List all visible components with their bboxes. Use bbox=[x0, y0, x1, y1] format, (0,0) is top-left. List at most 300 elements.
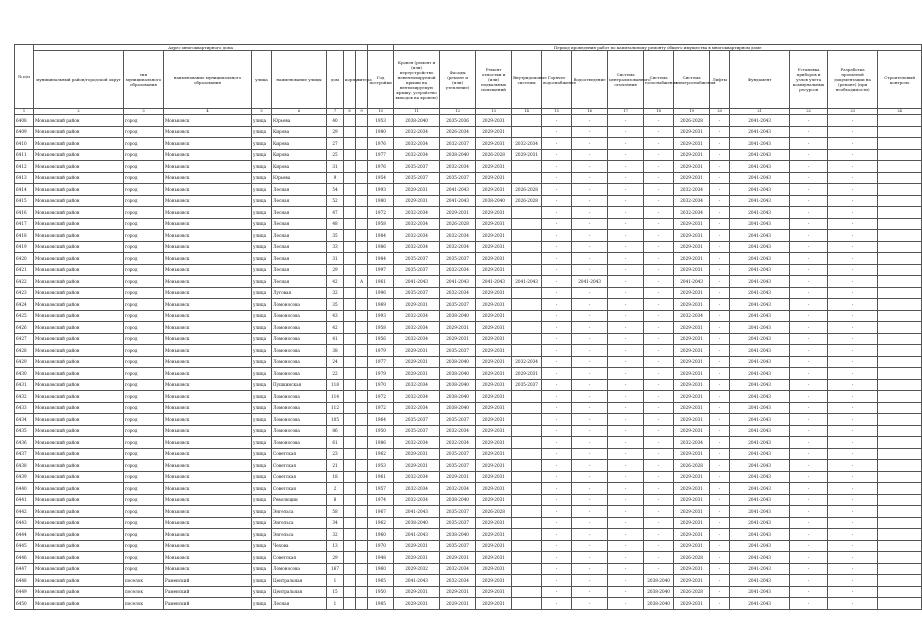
table-cell: - bbox=[644, 414, 674, 426]
table-cell bbox=[878, 402, 922, 414]
table-cell: - bbox=[644, 460, 674, 472]
col-header: дом bbox=[327, 51, 344, 109]
table-cell: - bbox=[828, 402, 878, 414]
table-cell: - bbox=[572, 517, 608, 529]
table-cell: - bbox=[542, 184, 572, 196]
table-cell: - bbox=[710, 241, 730, 253]
table-cell: - bbox=[608, 345, 644, 357]
table-cell: 1985 bbox=[368, 598, 394, 610]
table-cell: Советская bbox=[272, 552, 327, 564]
table-cell: - bbox=[542, 494, 572, 506]
table-cell: 2029-2031 bbox=[476, 552, 512, 564]
table-cell: 2029-2031 bbox=[440, 552, 476, 564]
table-cell bbox=[344, 425, 356, 437]
table-cell: 2029-2031 bbox=[476, 322, 512, 334]
table-cell bbox=[878, 437, 922, 449]
table-cell bbox=[878, 379, 922, 391]
table-cell: Моньковск bbox=[164, 195, 252, 207]
table-cell: - bbox=[608, 402, 644, 414]
table-cell: 2041-2043 bbox=[730, 368, 790, 380]
table-cell: - bbox=[572, 414, 608, 426]
col-number: 16 bbox=[572, 109, 608, 115]
table-cell: 6438 bbox=[15, 460, 34, 472]
table-cell: Ломоносова bbox=[272, 402, 327, 414]
table-cell: - bbox=[828, 529, 878, 541]
table-cell: - bbox=[790, 460, 828, 472]
table-cell: 2038-2040 bbox=[644, 575, 674, 587]
table-cell: - bbox=[710, 126, 730, 138]
table-cell: - bbox=[828, 299, 878, 311]
table-cell: - bbox=[710, 379, 730, 391]
table-cell bbox=[878, 172, 922, 184]
table-cell: Советская bbox=[272, 483, 327, 495]
table-cell: 1984 bbox=[368, 230, 394, 242]
table-cell: - bbox=[572, 345, 608, 357]
table-cell: 2029-2031 bbox=[476, 414, 512, 426]
col-header: № п/п bbox=[15, 45, 34, 109]
table-cell: улица bbox=[252, 195, 272, 207]
table-cell bbox=[344, 172, 356, 184]
table-cell: 2035-2037 bbox=[440, 414, 476, 426]
table-cell: 2041-2043 bbox=[730, 115, 790, 127]
table-cell: - bbox=[828, 379, 878, 391]
table-cell: 1980 bbox=[368, 126, 394, 138]
table-cell: Моньковский район bbox=[34, 391, 124, 403]
table-cell: Моньковск bbox=[164, 460, 252, 472]
table-cell: 31 bbox=[327, 253, 344, 265]
table-cell: 2029-2031 bbox=[674, 368, 710, 380]
table-cell: 2029-2031 bbox=[476, 448, 512, 460]
table-cell bbox=[356, 494, 368, 506]
table-row bbox=[15, 586, 922, 598]
table-cell: - bbox=[790, 483, 828, 495]
col-number: 3 bbox=[124, 109, 164, 115]
table-cell: - bbox=[644, 218, 674, 230]
table-cell: Чехова bbox=[272, 540, 327, 552]
table-cell: - bbox=[828, 448, 878, 460]
table-cell: 2029-2031 bbox=[674, 575, 710, 587]
table-cell: 29 bbox=[327, 552, 344, 564]
table-cell: 6418 bbox=[15, 230, 34, 242]
table-row bbox=[15, 425, 922, 437]
table-cell: 2032-2034 bbox=[674, 207, 710, 219]
table-cell: Моньковск bbox=[164, 276, 252, 288]
table-cell: 2029-2031 bbox=[674, 322, 710, 334]
table-cell: 2035-2037 bbox=[394, 287, 440, 299]
table-cell: Ломоносова bbox=[272, 322, 327, 334]
table-cell: Ломоносова bbox=[272, 299, 327, 311]
table-cell: улица bbox=[252, 529, 272, 541]
table-cell: - bbox=[608, 494, 644, 506]
table-cell: 2029-2032 bbox=[394, 563, 440, 575]
table-cell: 2041-2043 bbox=[730, 529, 790, 541]
table-cell: - bbox=[572, 299, 608, 311]
table-cell: - bbox=[710, 563, 730, 575]
table-cell: 2041-2043 bbox=[730, 184, 790, 196]
table-cell: город bbox=[124, 437, 164, 449]
table-row bbox=[15, 414, 922, 426]
table-cell bbox=[356, 241, 368, 253]
table-cell bbox=[356, 184, 368, 196]
table-cell: - bbox=[572, 391, 608, 403]
table-cell: 2029-2031 bbox=[476, 299, 512, 311]
table-cell: 2041-2043 bbox=[730, 414, 790, 426]
table-cell: 1979 bbox=[368, 345, 394, 357]
table-cell bbox=[512, 517, 542, 529]
table-cell: 32 bbox=[327, 529, 344, 541]
table-cell bbox=[344, 460, 356, 472]
table-cell: 2041-2043 bbox=[730, 425, 790, 437]
table-cell: Моньковский район bbox=[34, 483, 124, 495]
table-cell: 2029-2031 bbox=[476, 207, 512, 219]
table-cell: улица bbox=[252, 379, 272, 391]
table-cell: 6433 bbox=[15, 402, 34, 414]
table-cell: Моньковский район bbox=[34, 460, 124, 472]
table-cell: 2029-2031 bbox=[476, 241, 512, 253]
table-cell: - bbox=[710, 586, 730, 598]
table-row bbox=[15, 207, 922, 219]
table-cell: 2035-2037 bbox=[440, 460, 476, 472]
table-cell: - bbox=[828, 356, 878, 368]
table-cell: 6441 bbox=[15, 494, 34, 506]
table-cell: - bbox=[608, 391, 644, 403]
table-cell bbox=[344, 529, 356, 541]
table-cell: Советская bbox=[272, 471, 327, 483]
table-cell: 2038-2040 bbox=[440, 149, 476, 161]
table-cell: 2032-2034 bbox=[440, 563, 476, 575]
table-cell: Энгельса bbox=[272, 529, 327, 541]
table-cell: - bbox=[542, 563, 572, 575]
table-cell: 2038-2040 bbox=[440, 310, 476, 322]
table-cell: Ломоносова bbox=[272, 437, 327, 449]
table-cell: - bbox=[644, 483, 674, 495]
table-cell: 61 bbox=[327, 437, 344, 449]
table-cell: - bbox=[828, 598, 878, 610]
table-cell: - bbox=[542, 483, 572, 495]
table-cell: Моньковский район bbox=[34, 310, 124, 322]
table-cell: 2029-2031 bbox=[394, 598, 440, 610]
table-cell: - bbox=[572, 379, 608, 391]
table-cell: - bbox=[644, 253, 674, 265]
table-cell: 27 bbox=[327, 138, 344, 150]
col-number: 7 bbox=[327, 109, 344, 115]
table-cell: улица bbox=[252, 437, 272, 449]
table-cell: 2032-2034 bbox=[394, 322, 440, 334]
table-cell: 2032-2034 bbox=[440, 161, 476, 173]
table-cell: 2029-2031 bbox=[674, 402, 710, 414]
table-cell: улица bbox=[252, 310, 272, 322]
table-cell: 2026-2028 bbox=[674, 115, 710, 127]
table-cell: - bbox=[710, 471, 730, 483]
table-cell: город bbox=[124, 402, 164, 414]
table-cell: Энгельса bbox=[272, 506, 327, 518]
table-cell: 48 bbox=[327, 218, 344, 230]
table-row bbox=[15, 506, 922, 518]
table-cell: - bbox=[710, 552, 730, 564]
table-cell: - bbox=[828, 391, 878, 403]
table-cell: Кирова bbox=[272, 126, 327, 138]
table-cell: - bbox=[572, 149, 608, 161]
table-cell: - bbox=[608, 437, 644, 449]
table-cell: улица bbox=[252, 161, 272, 173]
table-cell: - bbox=[542, 264, 572, 276]
table-cell bbox=[878, 598, 922, 610]
table-cell: Моньковский район bbox=[34, 264, 124, 276]
table-cell: 6420 bbox=[15, 253, 34, 265]
table-cell bbox=[344, 506, 356, 518]
table-cell: Моньковск bbox=[164, 425, 252, 437]
table-cell: - bbox=[572, 552, 608, 564]
table-cell: - bbox=[572, 230, 608, 242]
table-cell: Моньковский район bbox=[34, 126, 124, 138]
table-cell: 2029-2031 bbox=[476, 368, 512, 380]
table-cell: Моньковский район bbox=[34, 575, 124, 587]
table-cell: - bbox=[608, 207, 644, 219]
table-cell: - bbox=[828, 414, 878, 426]
table-cell: 2029-2031 bbox=[674, 425, 710, 437]
table-cell: 2029-2031 bbox=[674, 529, 710, 541]
table-cell: - bbox=[644, 448, 674, 460]
table-cell: - bbox=[828, 506, 878, 518]
table-cell: 6422 bbox=[15, 276, 34, 288]
table-cell: - bbox=[790, 195, 828, 207]
table-cell: 2035-2037 bbox=[440, 299, 476, 311]
table-cell: 1954 bbox=[368, 172, 394, 184]
table-cell: Моньковский район bbox=[34, 253, 124, 265]
table-cell: Центральная bbox=[272, 586, 327, 598]
table-cell bbox=[344, 540, 356, 552]
table-cell bbox=[356, 172, 368, 184]
table-cell: - bbox=[644, 540, 674, 552]
table-cell bbox=[878, 161, 922, 173]
table-cell: 2041-2043 bbox=[394, 276, 440, 288]
table-cell: Энгельса bbox=[272, 517, 327, 529]
table-cell: - bbox=[608, 184, 644, 196]
table-cell: город bbox=[124, 207, 164, 219]
table-cell: - bbox=[572, 575, 608, 587]
table-cell: - bbox=[644, 184, 674, 196]
table-cell: 2032-2034 bbox=[440, 241, 476, 253]
table-cell: 2029-2031 bbox=[476, 391, 512, 403]
table-cell: - bbox=[572, 402, 608, 414]
table-cell: Моньковский район bbox=[34, 184, 124, 196]
table-cell: - bbox=[710, 598, 730, 610]
table-cell: 2041-2043 bbox=[572, 276, 608, 288]
table-cell: - bbox=[542, 368, 572, 380]
table-cell bbox=[878, 333, 922, 345]
table-cell: город bbox=[124, 218, 164, 230]
table-cell: - bbox=[828, 115, 878, 127]
table-cell: - bbox=[790, 299, 828, 311]
table-row bbox=[15, 391, 922, 403]
table-cell: Моньковский район bbox=[34, 172, 124, 184]
table-cell: Моньковск bbox=[164, 149, 252, 161]
table-cell: - bbox=[790, 207, 828, 219]
table-cell: 2029-2031 bbox=[674, 448, 710, 460]
table-cell: Ломоносова bbox=[272, 368, 327, 380]
table-row bbox=[15, 115, 922, 127]
table-cell: Моньковск bbox=[164, 310, 252, 322]
table-cell: - bbox=[644, 437, 674, 449]
table-cell bbox=[344, 310, 356, 322]
table-cell: Кирова bbox=[272, 138, 327, 150]
table-cell: Моньковский район bbox=[34, 414, 124, 426]
table-cell: Моньковский район bbox=[34, 448, 124, 460]
table-cell: Ломоносова bbox=[272, 414, 327, 426]
col-number: 12 bbox=[440, 109, 476, 115]
table-cell: - bbox=[710, 218, 730, 230]
table-row bbox=[15, 126, 922, 138]
table-cell: - bbox=[828, 517, 878, 529]
table-cell bbox=[512, 402, 542, 414]
table-cell: - bbox=[790, 368, 828, 380]
table-cell: - bbox=[542, 253, 572, 265]
col-number: 19 bbox=[674, 109, 710, 115]
table-cell: улица bbox=[252, 276, 272, 288]
table-cell: 2029-2031 bbox=[674, 391, 710, 403]
table-cell: 2041-2043 bbox=[730, 195, 790, 207]
table-cell: - bbox=[542, 437, 572, 449]
table-cell bbox=[356, 506, 368, 518]
table-cell: 6428 bbox=[15, 345, 34, 357]
table-cell bbox=[344, 264, 356, 276]
table-cell bbox=[878, 184, 922, 196]
table-cell: 2029-2031 bbox=[394, 368, 440, 380]
table-cell: - bbox=[644, 322, 674, 334]
table-cell: город bbox=[124, 517, 164, 529]
col-header: Система электроснабжения bbox=[674, 51, 710, 109]
table-cell bbox=[344, 586, 356, 598]
table-cell: 1986 bbox=[368, 437, 394, 449]
table-cell: город bbox=[124, 264, 164, 276]
table-cell: - bbox=[828, 276, 878, 288]
table-cell: Моньковский район bbox=[34, 368, 124, 380]
table-cell: 1977 bbox=[368, 356, 394, 368]
table-cell: 2029-2031 bbox=[674, 161, 710, 173]
table-cell: - bbox=[572, 264, 608, 276]
table-cell: 2035-2037 bbox=[394, 264, 440, 276]
col-number: 5 bbox=[252, 109, 272, 115]
table-cell: 42 bbox=[327, 276, 344, 288]
table-cell: 1962 bbox=[368, 517, 394, 529]
table-cell: - bbox=[790, 563, 828, 575]
table-cell: улица bbox=[252, 494, 272, 506]
table-cell: - bbox=[542, 218, 572, 230]
table-cell: 2029-2031 bbox=[476, 138, 512, 150]
table-cell: 2029-2031 bbox=[440, 471, 476, 483]
table-cell: Моньковский район bbox=[34, 506, 124, 518]
table-cell: 2041-2043 bbox=[730, 448, 790, 460]
table-cell: - bbox=[608, 149, 644, 161]
table-cell: 2029-2031 bbox=[674, 345, 710, 357]
table-cell: город bbox=[124, 276, 164, 288]
table-cell: 1967 bbox=[368, 506, 394, 518]
table-cell: - bbox=[790, 402, 828, 414]
table-cell: - bbox=[710, 506, 730, 518]
table-cell: 2032-2034 bbox=[394, 494, 440, 506]
col-header: Разработка проектной документации на (ремонт) (при необходимости) bbox=[828, 51, 878, 109]
table-cell: 6450 bbox=[15, 598, 34, 610]
table-cell: Моньковск bbox=[164, 126, 252, 138]
table-cell: Моньковск bbox=[164, 552, 252, 564]
table-cell bbox=[512, 333, 542, 345]
table-cell: 2029-2031 bbox=[476, 287, 512, 299]
table-cell: 1972 bbox=[368, 207, 394, 219]
table-cell: - bbox=[710, 230, 730, 242]
table-cell: 2041-2043 bbox=[730, 126, 790, 138]
table-cell: 2035-2037 bbox=[394, 172, 440, 184]
table-cell: Моньковский район bbox=[34, 149, 124, 161]
table-cell: - bbox=[710, 402, 730, 414]
table-cell: 2041-2043 bbox=[440, 184, 476, 196]
table-cell: улица bbox=[252, 391, 272, 403]
table-cell bbox=[878, 138, 922, 150]
table-cell: - bbox=[710, 172, 730, 184]
table-cell: 58 bbox=[327, 506, 344, 518]
table-cell: - bbox=[608, 575, 644, 587]
table-cell: 1996 bbox=[368, 287, 394, 299]
table-cell: - bbox=[710, 138, 730, 150]
table-cell: 2032-2034 bbox=[440, 575, 476, 587]
table-cell bbox=[356, 379, 368, 391]
table-row bbox=[15, 598, 922, 610]
table-cell: - bbox=[828, 563, 878, 575]
table-cell bbox=[344, 517, 356, 529]
table-cell: - bbox=[542, 138, 572, 150]
table-cell: - bbox=[644, 552, 674, 564]
table-cell: - bbox=[828, 241, 878, 253]
table-cell: - bbox=[710, 345, 730, 357]
table-cell bbox=[344, 207, 356, 219]
table-cell: - bbox=[828, 345, 878, 357]
table-cell bbox=[512, 264, 542, 276]
table-cell: 24 bbox=[327, 356, 344, 368]
table-cell: - bbox=[608, 460, 644, 472]
table-cell: 2029-2031 bbox=[674, 506, 710, 518]
table-cell bbox=[878, 264, 922, 276]
table-cell: 2029-2031 bbox=[394, 299, 440, 311]
table-cell: 2041-2043 bbox=[394, 506, 440, 518]
table-row bbox=[15, 437, 922, 449]
table-cell: - bbox=[608, 552, 644, 564]
table-cell: 1970 bbox=[368, 540, 394, 552]
table-cell: 40 bbox=[327, 115, 344, 127]
table-cell: 6449 bbox=[15, 586, 34, 598]
table-cell bbox=[356, 322, 368, 334]
table-cell bbox=[878, 345, 922, 357]
table-cell: 2035-2037 bbox=[394, 414, 440, 426]
col-number: 6 bbox=[272, 109, 327, 115]
table-cell: - bbox=[710, 356, 730, 368]
table-cell: - bbox=[572, 218, 608, 230]
table-cell: улица bbox=[252, 552, 272, 564]
table-cell: Моньковский район bbox=[34, 195, 124, 207]
table-cell bbox=[878, 540, 922, 552]
table-cell: 6408 bbox=[15, 115, 34, 127]
table-cell: - bbox=[710, 276, 730, 288]
table-cell: 2041-2043 bbox=[730, 379, 790, 391]
table-cell bbox=[356, 230, 368, 242]
table-cell bbox=[356, 563, 368, 575]
table-cell: - bbox=[572, 598, 608, 610]
table-cell: 6448 bbox=[15, 575, 34, 587]
table-cell: 2026-2028 bbox=[476, 506, 512, 518]
table-cell: - bbox=[608, 115, 644, 127]
table-cell bbox=[878, 149, 922, 161]
table-cell: 2032-2034 bbox=[674, 184, 710, 196]
table-cell: 2041-2043 bbox=[730, 230, 790, 242]
table-cell: 2041-2043 bbox=[730, 437, 790, 449]
